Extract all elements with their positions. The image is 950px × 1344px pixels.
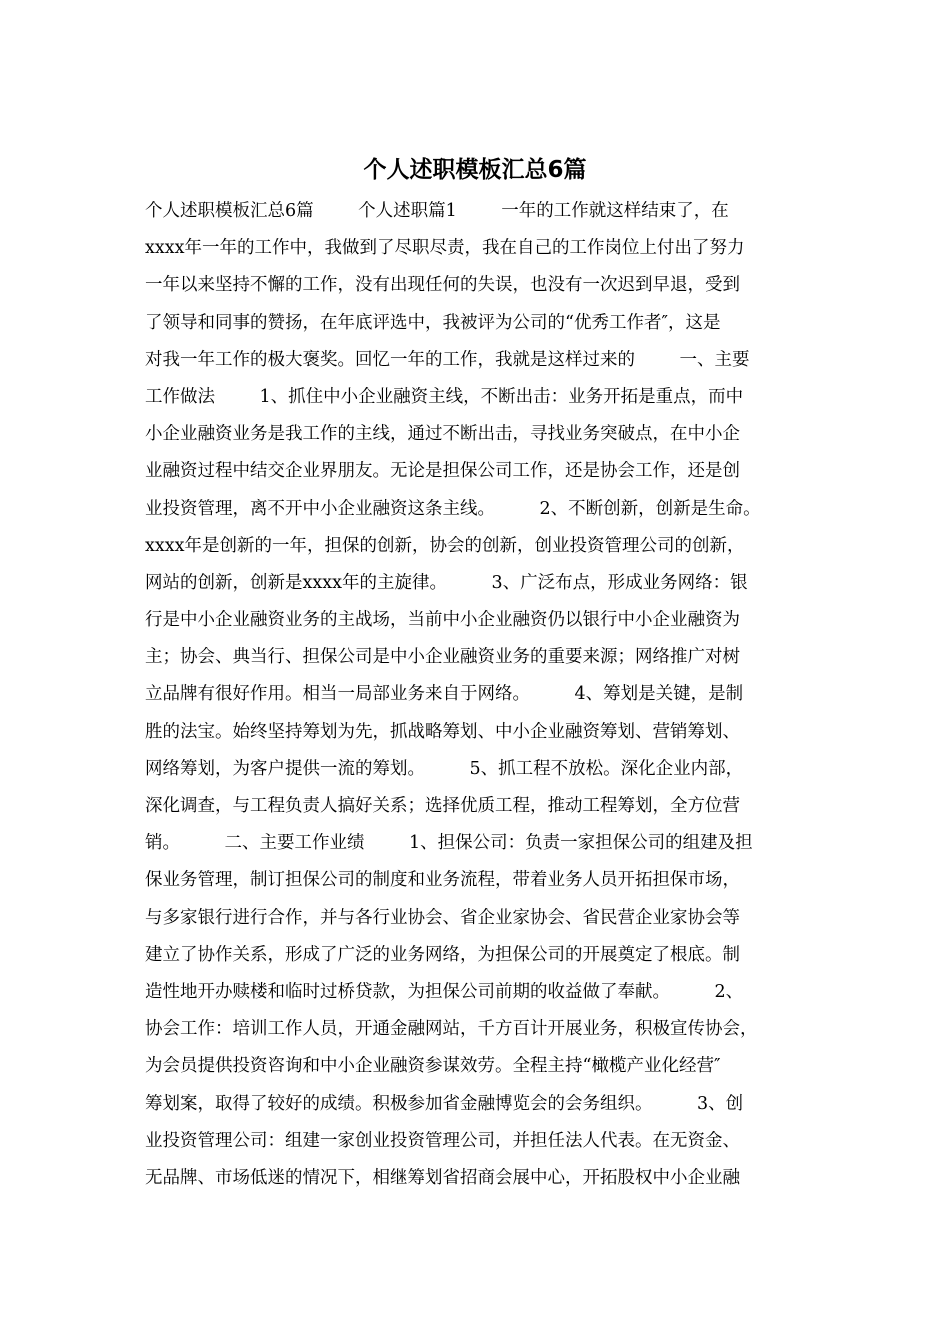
body-line: 网站的创新，创新是xxxx年的主旋律。 3、广泛布点，形成业务网络：银 bbox=[145, 572, 748, 593]
document-body bbox=[145, 193, 825, 1197]
body-line: 业投资管理公司：组建一家创业投资管理公司，并担任法人代表。在无资金、 bbox=[145, 1130, 740, 1151]
body-line: 筹划案，取得了较好的成绩。积极参加省金融博览会的会务组织。 3、创 bbox=[145, 1093, 744, 1114]
body-line: 建立了协作关系，形成了广泛的业务网络，为担保公司的开展奠定了根底。制 bbox=[145, 944, 740, 965]
body-line: 个人述职模板汇总6篇 个人述职篇1 一年的工作就这样结束了，在 bbox=[145, 201, 729, 221]
body-line: 网络筹划，为客户提供一流的筹划。 5、抓工程不放松。深化企业内部， bbox=[145, 758, 744, 779]
body-line: 为会员提供投资咨询和中小企业融资参谋效劳。全程主持“橄榄产业化经营″ bbox=[145, 1056, 721, 1077]
body-line: 行是中小企业融资业务的主战场，当前中小企业融资仍以银行中小企业融资为 bbox=[145, 610, 740, 631]
body-line: 了领导和同事的赞扬，在年底评选中，我被评为公司的“优秀工作者″，这是 bbox=[145, 312, 721, 333]
body-line: xxxx年是创新的一年，担保的创新，协会的创新，创业投资管理公司的创新， bbox=[145, 535, 745, 556]
body-line: 保业务管理，制订担保公司的制度和业务流程，带着业务人员开拓担保市场， bbox=[145, 870, 740, 891]
body-line: 造性地开办赎楼和临时过桥贷款，为担保公司前期的收益做了奉献。 2、 bbox=[145, 981, 744, 1002]
body-line: 业投资管理，离不开中小企业融资这条主线。 2、不断创新，创新是生命。 bbox=[145, 498, 761, 519]
body-line: 主；协会、典当行、担保公司是中小企业融资业务的重要来源；网络推广对树 bbox=[145, 647, 740, 668]
body-line: 深化调查，与工程负责人搞好关系；选择优质工程，推动工程筹划，全方位营 bbox=[145, 796, 740, 816]
body-line: 小企业融资业务是我工作的主线，通过不断出击，寻找业务突破点，在中小企 bbox=[145, 424, 740, 445]
body-line: 胜的法宝。始终坚持筹划为先，抓战略筹划、中小企业融资筹划、营销筹划、 bbox=[145, 721, 740, 742]
body-line: 业融资过程中结交企业界朋友。无论是担保公司工作，还是协会工作，还是创 bbox=[145, 461, 740, 482]
body-line: 对我一年工作的极大褒奖。回忆一年的工作，我就是这样过来的 一、主要 bbox=[145, 349, 750, 370]
body-line: 一年以来坚持不懈的工作，没有出现任何的失误，也没有一次迟到早退，受到 bbox=[145, 275, 740, 296]
body-line: 立品牌有很好作用。相当一局部业务来自于网络。 4、筹划是关键，是制 bbox=[145, 684, 744, 705]
body-line: 与多家银行进行合作，并与各行业协会、省企业家协会、省民营企业家协会等 bbox=[145, 907, 740, 928]
body-line: xxxx年一年的工作中，我做到了尽职尽责，我在自己的工作岗位上付出了努力 bbox=[145, 238, 745, 259]
body-line: 无品牌、市场低迷的情况下，相继筹划省招商会展中心，开拓股权中小企业融 bbox=[145, 1167, 740, 1188]
body-line: 协会工作：培训工作人员，开通金融网站，千方百计开展业务，积极宣传协会， bbox=[145, 1019, 758, 1040]
body-line: 工作做法 1、抓住中小企业融资主线，不断出击：业务开拓是重点，而中 bbox=[145, 386, 744, 407]
body-line: 销。 二、主要工作业绩 1、担保公司：负责一家担保公司的组建及担 bbox=[145, 833, 753, 854]
document-title: 个人述职模板汇总6篇 bbox=[363, 157, 587, 183]
